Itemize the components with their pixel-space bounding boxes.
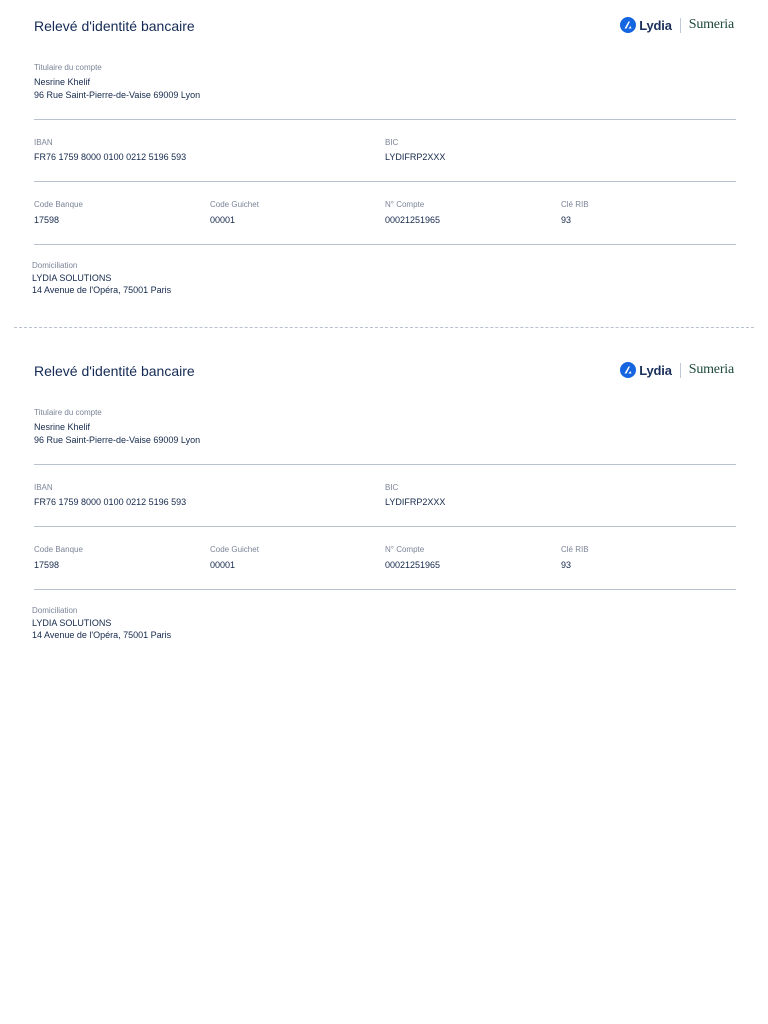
rib-card-2	[0, 345, 768, 645]
divider	[34, 119, 736, 120]
rib-key-value: 93	[561, 215, 572, 225]
bic-value: LYDIFRP2XXX	[385, 152, 446, 162]
sumeria-wordmark: Sumeria	[688, 17, 734, 32]
divider	[34, 589, 736, 590]
holder-name: Nesrine Khelif	[34, 77, 91, 87]
lydia-logo-icon	[620, 17, 636, 33]
account-number-value: 00021251965	[385, 215, 441, 225]
rib-key-label: Clé RIB	[561, 545, 589, 554]
domiciliation-label: Domiciliation	[32, 261, 78, 270]
brand-divider	[680, 18, 681, 33]
bic-label: BIC	[385, 138, 399, 147]
account-number-label: N° Compte	[385, 200, 425, 209]
bic-label: BIC	[385, 483, 399, 492]
code-banque-label: Code Banque	[34, 200, 83, 209]
sumeria-wordmark: Sumeria	[688, 362, 734, 377]
holder-address: 96 Rue Saint-Pierre-de-Vaise 69009 Lyon	[34, 435, 201, 445]
code-banque-label: Code Banque	[34, 545, 83, 554]
domiciliation-name: LYDIA SOLUTIONS	[32, 618, 112, 628]
lydia-wordmark: Lydia	[639, 17, 672, 33]
domiciliation-label: Domiciliation	[32, 606, 78, 615]
code-banque-value: 17598	[34, 215, 60, 225]
brand-logos	[620, 360, 734, 380]
divider	[34, 464, 736, 465]
divider	[34, 181, 736, 182]
divider	[34, 244, 736, 245]
code-guichet-value: 00001	[210, 215, 236, 225]
code-guichet-label: Code Guichet	[210, 200, 259, 209]
brand-logos	[620, 15, 734, 35]
brand-divider	[680, 363, 681, 378]
iban-label: IBAN	[34, 483, 53, 492]
domiciliation-address: 14 Avenue de l'Opéra, 75001 Paris	[32, 630, 172, 640]
holder-label: Titulaire du compte	[34, 408, 102, 417]
account-number-label: N° Compte	[385, 545, 425, 554]
lydia-wordmark: Lydia	[639, 362, 672, 378]
document-title: Relevé d'identité bancaire	[34, 18, 195, 34]
code-banque-value: 17598	[34, 560, 60, 570]
holder-name: Nesrine Khelif	[34, 422, 91, 432]
holder-address: 96 Rue Saint-Pierre-de-Vaise 69009 Lyon	[34, 90, 201, 100]
iban-label: IBAN	[34, 138, 53, 147]
domiciliation-name: LYDIA SOLUTIONS	[32, 273, 112, 283]
rib-card-1	[0, 0, 768, 300]
account-number-value: 00021251965	[385, 560, 441, 570]
iban-value: FR76 1759 8000 0100 0212 5196 593	[34, 497, 187, 507]
code-guichet-value: 00001	[210, 560, 236, 570]
cut-line	[14, 327, 754, 328]
divider	[34, 526, 736, 527]
rib-key-label: Clé RIB	[561, 200, 589, 209]
iban-value: FR76 1759 8000 0100 0212 5196 593	[34, 152, 187, 162]
rib-key-value: 93	[561, 560, 572, 570]
document-title: Relevé d'identité bancaire	[34, 363, 195, 379]
lydia-logo-icon	[620, 362, 636, 378]
bic-value: LYDIFRP2XXX	[385, 497, 446, 507]
domiciliation-address: 14 Avenue de l'Opéra, 75001 Paris	[32, 285, 172, 295]
code-guichet-label: Code Guichet	[210, 545, 259, 554]
holder-label: Titulaire du compte	[34, 63, 102, 72]
